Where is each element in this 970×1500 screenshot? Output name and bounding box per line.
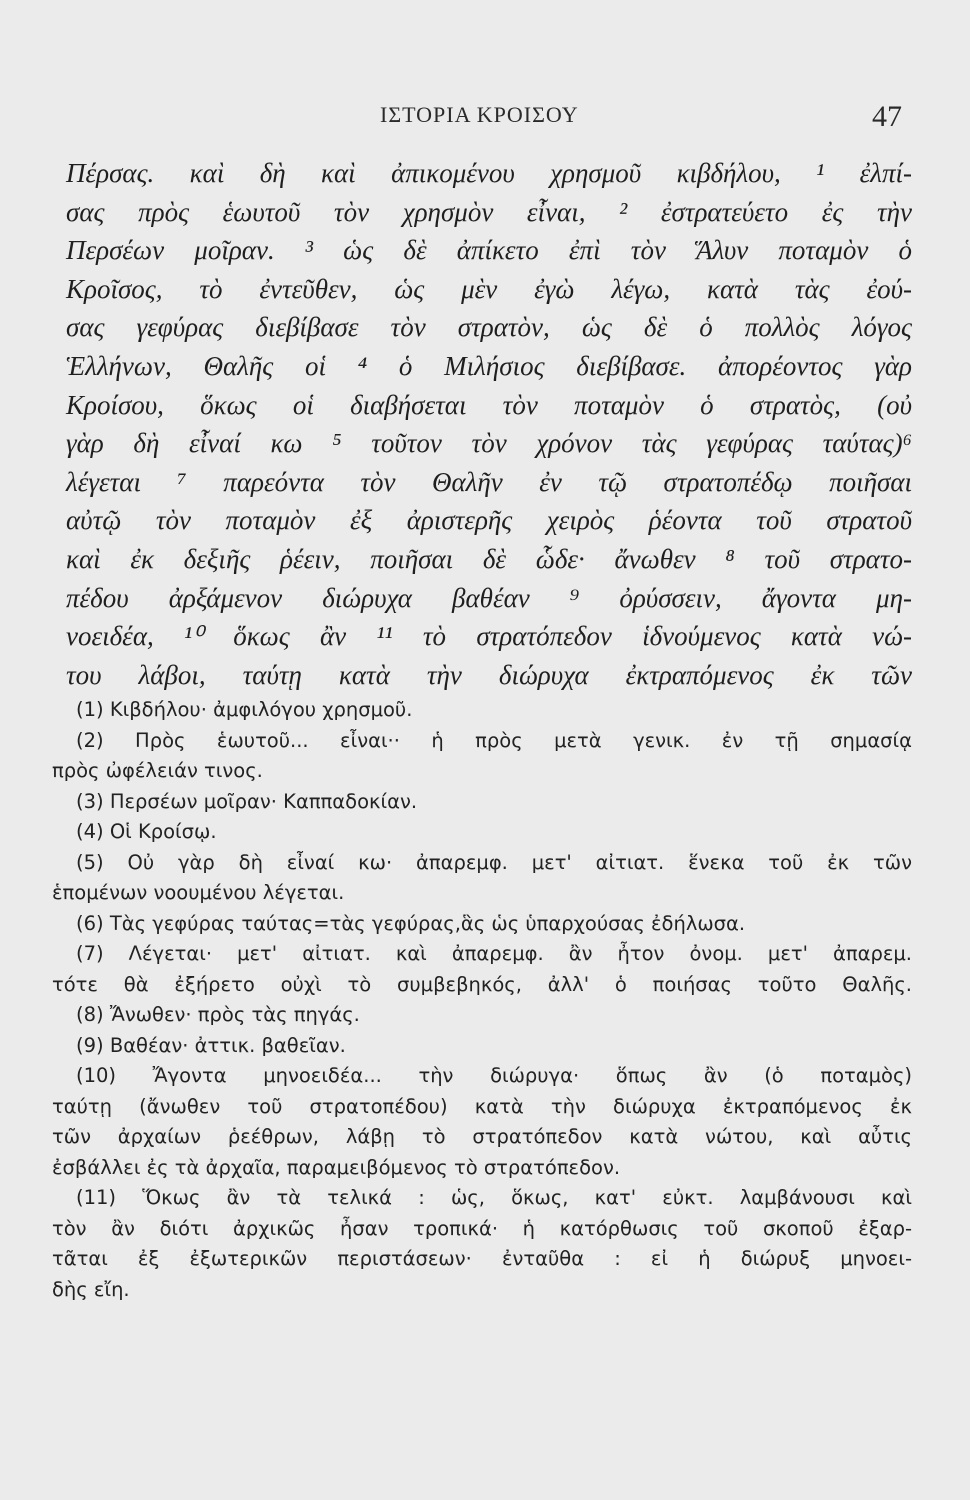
footnote-line: τῶν ἀρχαίων ῥεέθρων, λάβῃ τὸ στρατόπεδον κατὰ νώτου, καὶ αὖτις bbox=[52, 1125, 912, 1148]
main-text-line: σας γεφύρας διεβίβασε τὸν στρατὸν, ὡς δὲ ὁ πολλὸς λόγος bbox=[66, 312, 912, 343]
footnote-line: (6) Τὰς γεφύρας ταύτας=τὰς γεφύρας,ἃς ὡς ὑπαρχούσας ἐδήλωσα. bbox=[76, 911, 746, 935]
footnote-line: (8) Ἄνωθεν· πρὸς τὰς πηγάς. bbox=[76, 1003, 360, 1026]
running-head bbox=[0, 100, 970, 140]
main-text-line: Κροίσου, ὅκως οἱ διαβήσεται τὸν ποταμὸν ὁ στρατὸς, (οὐ bbox=[66, 389, 912, 420]
main-text-line: Ἑλλήνων, Θαλῆς οἱ ⁴ ὁ Μιλήσιος διεβίβασε. ἀπορέοντος γὰρ bbox=[66, 350, 912, 381]
main-text-line: σας πρὸς ἑωυτοῦ τὸν χρησμὸν εἶναι, ² ἐστρατεύετο ἐς τὴν bbox=[66, 196, 912, 227]
footnote-line: (7) Λέγεται· μετ' αἰτιατ. καὶ ἀπαρεμφ. ἂν ἦτον ὀνομ. μετ' ἀπαρεμ. bbox=[76, 942, 912, 965]
footnote-line: ἐσβάλλει ἐς τὰ ἀρχαῖα, παραμειβόμενος τὸ στρατόπεδον. bbox=[52, 1155, 621, 1179]
footnote-line: (2) Πρὸς ἑωυτοῦ... εἶναι·· ἡ πρὸς μετὰ γενικ. ἐν τῇ σημασίᾳ bbox=[76, 728, 912, 752]
running-title: ΙΣΤΟΡΙΑ ΚΡΟΙΣΟΥ bbox=[380, 102, 579, 127]
main-text-line: πέδου ἀρξάμενον διώρυχα βαθέαν ⁹ ὀρύσσειν, ἄγοντα μη- bbox=[66, 582, 912, 613]
footnote-line: ταύτῃ (ἄνωθεν τοῦ στρατοπέδου) κατὰ τὴν διώρυχα ἐκτραπόμενος ἐκ bbox=[52, 1094, 912, 1118]
main-text-line: Περσέων μοῖραν. ³ ὡς δὲ ἀπίκετο ἐπὶ τὸν Ἅλυν ποταμὸν ὁ bbox=[66, 235, 912, 266]
main-text-line: του λάβοι, ταύτῃ κατὰ τὴν διώρυχα ἐκτραπόμενος ἐκ τῶν bbox=[66, 659, 912, 690]
footnote-line: τὸν ἂν διότι ἀρχικῶς ἦσαν τροπικά· ἡ κατόρθωσις τοῦ σκοποῦ ἐξαρ- bbox=[52, 1216, 912, 1240]
main-text-line: λέγεται ⁷ παρεόντα τὸν Θαλῆν ἐν τῷ στρατοπέδῳ ποιῆσαι bbox=[66, 466, 912, 497]
main-text bbox=[66, 154, 912, 694]
main-text-line: γὰρ δὴ εἶναί κω ⁵ τοῦτον τὸν χρόνον τὰς γεφύρας ταύτας)⁶ bbox=[66, 428, 912, 459]
main-text-line: αὐτῷ τὸν ποταμὸν ἐξ ἀριστερῆς χειρὸς ῥέοντα τοῦ στρατοῦ bbox=[66, 505, 912, 536]
footnote-line: (3) Περσέων μοῖραν· Καππαδοκίαν. bbox=[76, 789, 418, 813]
footnote-line: (9) Βαθέαν· ἀττικ. βαθεῖαν. bbox=[76, 1033, 346, 1057]
main-text-line: Κροῖσος, τὸ ἐντεῦθεν, ὡς μὲν ἐγὼ λέγω, κατὰ τὰς ἐού- bbox=[66, 273, 912, 304]
main-text-line: Πέρσας. καὶ δὴ καὶ ἀπικομένου χρησμοῦ κιβδήλου, ¹ ἐλπί- bbox=[66, 158, 912, 188]
footnote-line: τᾶται ἐξ ἐξωτερικῶν περιστάσεων· ἐνταῦθα : εἰ ἡ διώρυξ μηνοει- bbox=[52, 1247, 912, 1270]
footnote-line: (4) Οἱ Κροίσῳ. bbox=[76, 820, 217, 843]
footnote-line: ἑπομένων νοουμένου λέγεται. bbox=[52, 881, 345, 904]
footnote-line: τότε θὰ ἐξήρετο οὐχὶ τὸ συμβεβηκός, ἀλλ' ὁ ποιήσας τοῦτο Θαλῆς. bbox=[52, 972, 912, 996]
footnote-line: (11) Ὅκως ἂν τὰ τελικά : ὡς, ὅκως, κατ' εὐκτ. λαμβάνουσι καὶ bbox=[76, 1186, 912, 1209]
footnote-line: (1) Κιβδήλου· ἀμφιλόγου χρησμοῦ. bbox=[76, 698, 413, 721]
main-text-line: νοειδέα, ¹⁰ ὅκως ἂν ¹¹ τὸ στρατόπεδον ἱδνούμενος κατὰ νώ- bbox=[66, 621, 912, 652]
footnote-line: (5) Οὐ γὰρ δὴ εἶναί κω· ἀπαρεμφ. μετ' αἰτιατ. ἕνεκα τοῦ ἐκ τῶν bbox=[76, 850, 912, 874]
footnote-line: δὴς εἴη. bbox=[52, 1277, 130, 1301]
footnotes bbox=[52, 695, 912, 1305]
main-text-line: καὶ ἐκ δεξιῆς ῥέειν, ποιῆσαι δὲ ὧδε· ἄνωθεν ⁸ τοῦ στρατο- bbox=[66, 543, 912, 574]
page-number: 47 bbox=[872, 100, 902, 133]
footnote-line: (10) Ἄγοντα μηνοειδέα... τὴν διώρυγα· ὅπως ἂν (ὁ ποταμὸς) bbox=[76, 1064, 912, 1087]
footnote-line: πρὸς ὠφέλειάν τινος. bbox=[52, 759, 263, 782]
